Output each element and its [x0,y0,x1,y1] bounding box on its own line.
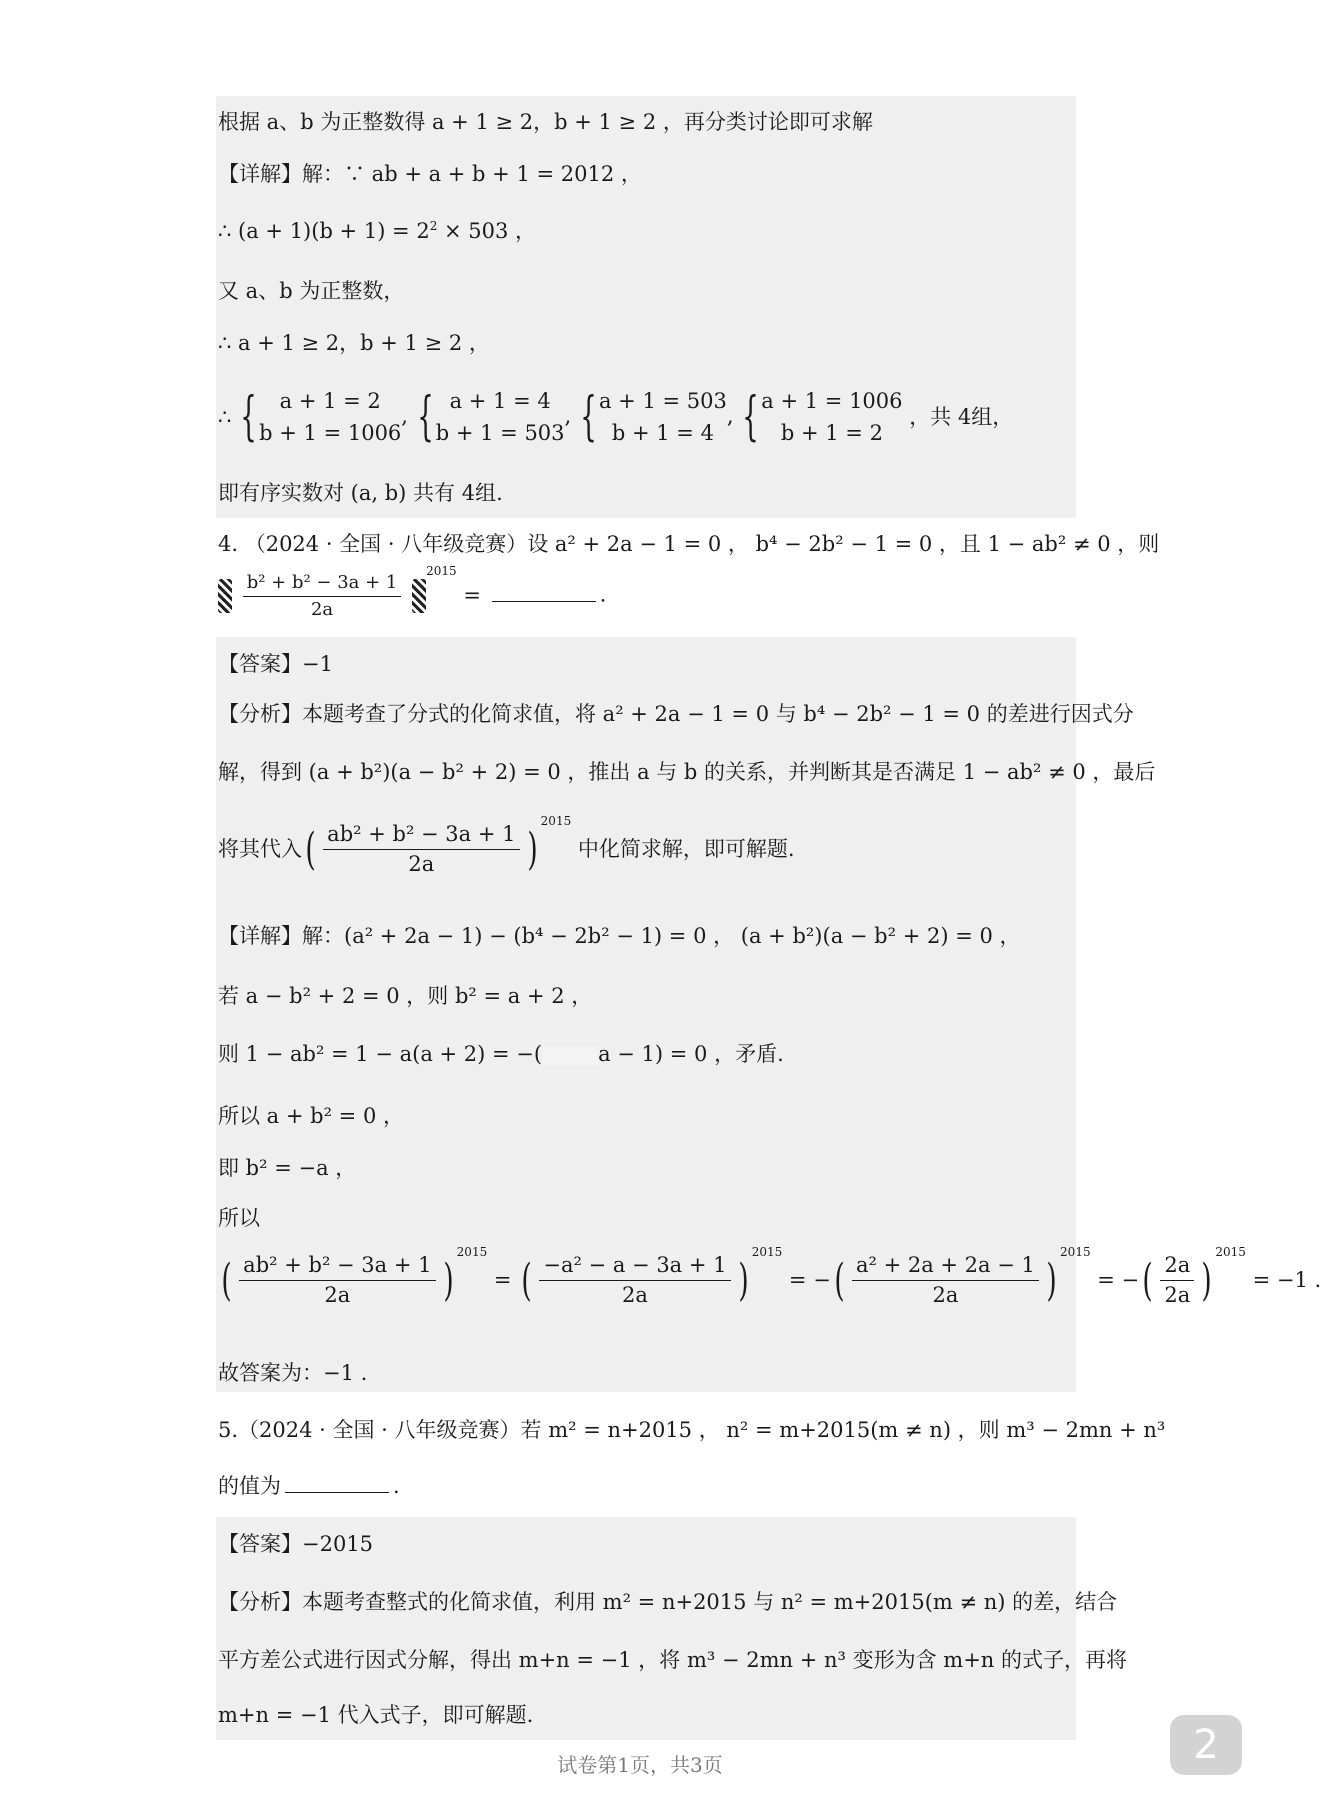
q4-detail-6: 所以 [218,1206,260,1230]
final-frac-4 [1160,1253,1194,1308]
q5-answer: 【答案】−2015 [218,1532,374,1556]
detail-line-2-exp: 2 [429,219,438,233]
final-frac-3 [852,1253,1039,1308]
q4-analysis-3: 将其代入( $\frac{\text{ab² + b² − 3a + 1}}{2a}$ )$^{2015}$ 中化简求解，即可解题. [218,814,795,877]
system-1-bottom: b + 1 = 1006 [259,420,402,445]
q4-final-answer: 故答案为：−1 . [218,1361,368,1385]
blurred-region [542,1047,598,1065]
final-frac-1-exp: 2015 [456,1245,488,1259]
q4-eq: = [463,583,481,608]
q4-analysis-fraction-num: ab² + b² − 3a + 1 [323,822,519,850]
final-frac-4-den: 2a [1164,1283,1191,1308]
q4-analysis-fraction-den: 2a [408,852,435,877]
systems-line: ∴ { a + 1 = 2 b + 1 = 1006, { a + 1 = 4 b + 1 = 503, { a + 1 = 503 b + 1 = 4, { a + 1 = 1006 b + 1 = 2 ，共 4组， [218,386,1013,449]
system-3-top: a + 1 = 503 [598,389,727,413]
q5-stem-2-end: . [393,1474,400,1498]
brace-1: { [240,386,257,447]
detail-line-4: ∴ a + 1 ≥ 2，b + 1 ≥ 2 ， [218,331,490,355]
render-artifact-right [412,579,426,613]
brace-2: { [416,386,434,447]
system-1 [259,386,401,449]
final-frac-2-num: −a² − a − 3a + 1 [539,1253,730,1281]
detail-line-1: 【详解】解：∵ ab + a + b + 1 = 2012 ， [218,162,642,186]
q4-analysis-3-suffix: 中化简求解，即可解题. [577,837,795,862]
final-frac-2-exp: 2015 [751,1245,783,1259]
system-3 [599,386,727,449]
final-eq-1: = [493,1268,512,1293]
system-2-bottom: b + 1 = 503 [435,420,565,445]
q4-detail-3-a: 则 1 − ab² = 1 − a(a + 2) = −( [218,1042,543,1066]
detail-line-2 [218,219,536,244]
q4-detail-2: 若 a − b² + 2 = 0 ，则 b² = a + 2 ， [218,984,593,1008]
q4-end: . [599,582,607,607]
systems-suffix: ，共 4组， [909,404,1014,429]
final-frac-1-num: ab² + b² − 3a + 1 [239,1253,435,1281]
q5-stem-2-text: 的值为 [218,1474,281,1498]
q4-analysis-exp: 2015 [540,814,572,828]
q5-answer-blank [285,1492,389,1493]
q4-answer: 【答案】−1 [218,652,333,676]
q5-stem: 5.（2024 · 全国 · 八年级竞赛）若 m² = n+2015 ， n² = m+2015(m ≠ n) ，则 m³ − 2mn + n³ [218,1418,1166,1442]
q5-analysis-2: 平方差公式进行因式分解，得出 m+n = −1 ，将 m³ − 2mn + n³ 变形为含 m+n 的式子，再将 [218,1648,1127,1672]
final-frac-3-num: a² + 2a + 2a − 1 [852,1253,1039,1281]
q4-detail-5: 即 b² = −a ， [218,1156,357,1180]
render-artifact-left [218,579,232,613]
final-frac-2 [539,1253,730,1308]
q4-answer-blank [492,601,596,602]
q4-expression [218,564,607,620]
brace-4: { [742,386,760,447]
final-frac-1-den: 2a [324,1283,351,1308]
final-eq-3: = − [1097,1268,1140,1293]
hint-line: 根据 a、b 为正整数得 a + 1 ≥ 2，b + 1 ≥ 2 ，再分类讨论即可求解 [218,110,873,134]
final-frac-3-exp: 2015 [1060,1245,1091,1259]
system-2-top: a + 1 = 4 [449,389,551,413]
final-eq-2: = − [788,1268,831,1293]
q5-analysis-3: m+n = −1 代入式子，即可解题. [218,1703,534,1727]
final-frac-1 [239,1253,435,1308]
q4-fraction-den: 2a [310,598,334,620]
final-frac-4-exp: 2015 [1215,1245,1246,1259]
q5-stem-2 [218,1474,400,1499]
q4-analysis-2: 解，得到 (a + b²)(a − b² + 2) = 0 ，推出 a 与 b 的关系，并判断其是否满足 1 − ab² ≠ 0 ，最后 [218,760,1156,784]
page-footer: 试卷第1页，共3页 [557,1753,723,1777]
system-4-bottom: b + 1 = 2 [780,420,883,445]
q4-exp: 2015 [426,564,457,578]
system-2 [436,386,565,449]
final-eq-4: = −1 . [1252,1268,1321,1293]
final-frac-4-num: 2a [1160,1253,1194,1281]
q4-detail-1: 【详解】解：(a² + 2a − 1) − (b⁴ − 2b² − 1) = 0 ， (a + b²)(a − b² + 2) = 0 ， [218,924,1021,948]
system-1-top: a + 1 = 2 [279,389,381,413]
conclusion-line: 即有序实数对 (a, b) 共有 4组. [218,481,503,505]
q4-detail-3 [218,1042,784,1067]
detail-line-2-tail: × 503 ， [437,219,537,243]
q4-analysis-1: 【分析】本题考查了分式的化简求值，将 a² + 2a − 1 = 0 与 b⁴ − 2b² − 1 = 0 的差进行因式分 [218,702,1134,726]
final-frac-3-den: 2a [932,1283,959,1308]
brace-3: { [580,386,597,447]
therefore-symbol: ∴ [218,404,232,429]
detail-line-2-text: ∴ (a + 1)(b + 1) = 2 [218,219,430,243]
final-frac-2-den: 2a [622,1283,648,1308]
q4-fraction [243,572,402,620]
system-4-top: a + 1 = 1006 [761,389,903,413]
detail-line-3: 又 a、b 为正整数， [218,279,405,303]
q4-analysis-fraction [323,822,519,877]
q4-analysis-3-prefix: 将其代入 [218,837,302,862]
q4-stem: 4. （2024 · 全国 · 八年级竞赛）设 a² + 2a − 1 = 0 ， b⁴ − 2b² − 1 = 0 ，且 1 − ab² ≠ 0 ，则 [218,532,1160,556]
system-4 [761,386,902,449]
system-3-bottom: b + 1 = 4 [611,420,714,445]
page-number-badge[interactable]: 2 [1170,1715,1242,1775]
q5-analysis-1: 【分析】本题考查整式的化简求值，利用 m² = n+2015 与 n² = m+2015(m ≠ n) 的差，结合 [218,1590,1118,1614]
q4-fraction-num: b² + b² − 3a + 1 [243,572,402,597]
solution-block-shade [216,96,1076,518]
q4-detail-4: 所以 a + b² = 0 ， [218,1104,404,1128]
q4-detail-3-b: a − 1) = 0 ，矛盾. [598,1042,784,1066]
q4-final-equation: ( $\frac{\text{ab² + b² − 3a + 1}}{2a}$ )$^{2015}$ = ( $\frac{\text{−a² − a − 3a + 1}}{2a}$ )$^{2015}$ = −( $\frac{\text{a² + 2a + 2a − 1}}{2a}$ )$^{2015}$ = −( $\frac{2a}{2a}$ )$^{2015}$ = −1 . [221,1245,1321,1308]
